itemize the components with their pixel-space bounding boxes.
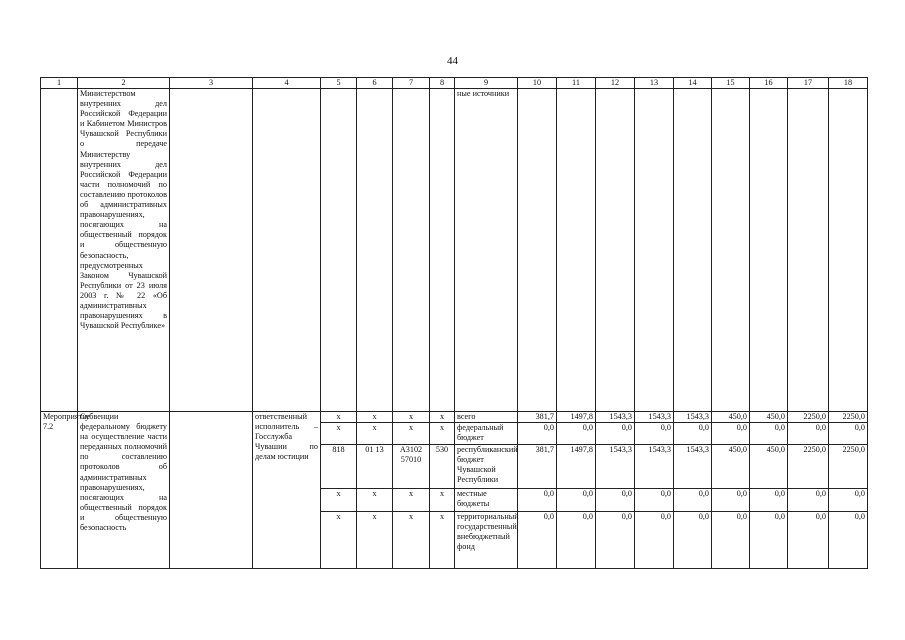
value-cell: 0,0 (829, 423, 868, 445)
code-cell: х (430, 412, 455, 423)
table-cell (674, 89, 712, 412)
value-cell: 381,7 (518, 445, 557, 489)
value-cell: 0,0 (750, 489, 788, 512)
code-cell: А3102 57010 (393, 445, 430, 489)
value-cell: 0,0 (674, 423, 712, 445)
value-cell: 1543,3 (674, 445, 712, 489)
value-cell: 0,0 (557, 423, 596, 445)
continuation-description: Министерством внутренних дел Российской Федерации и Кабинетом Министров Чувашской Республики о передаче Министерству внутренних дел Российской Федерации части полномочий по составлению протоколов об административных правонарушениях, посягающих на общественный порядок и общественную безопасность, предусмотренных Законом Чувашской Республики от 23 июля 2003 г. № 22 «Об административных правонарушениях в Чувашской Республике» (78, 89, 170, 412)
code-cell: х (393, 412, 430, 423)
value-cell: 0,0 (712, 489, 750, 512)
table-cell (596, 89, 635, 412)
value-cell: 0,0 (635, 512, 674, 569)
header-cell: 7 (393, 78, 430, 89)
value-cell: 1543,3 (635, 412, 674, 423)
value-cell: 450,0 (712, 445, 750, 489)
value-cell: 0,0 (557, 489, 596, 512)
source-cell: территориальный государственный внебюджетный фонд (455, 512, 518, 569)
header-cell: 10 (518, 78, 557, 89)
measure-label: Мероприятие 7.2 (41, 412, 78, 569)
value-cell: 0,0 (829, 512, 868, 569)
header-cell: 15 (712, 78, 750, 89)
value-cell: 0,0 (788, 423, 829, 445)
value-cell: 0,0 (518, 489, 557, 512)
value-cell: 0,0 (788, 512, 829, 569)
value-cell: 0,0 (788, 489, 829, 512)
value-cell: 0,0 (596, 489, 635, 512)
value-cell: 1543,3 (635, 445, 674, 489)
header-cell: 12 (596, 78, 635, 89)
continuation-source: ные источники (455, 89, 518, 412)
header-cell: 14 (674, 78, 712, 89)
table-cell (557, 89, 596, 412)
code-cell: х (357, 489, 393, 512)
code-cell: х (430, 423, 455, 445)
header-cell: 6 (357, 78, 393, 89)
header-cell: 1 (41, 78, 78, 89)
value-cell: 0,0 (712, 512, 750, 569)
table-cell (170, 89, 253, 412)
table-cell (41, 89, 78, 412)
table-cell (829, 89, 868, 412)
code-cell: 530 (430, 445, 455, 489)
header-cell: 3 (170, 78, 253, 89)
table-cell (253, 89, 321, 412)
header-cell: 11 (557, 78, 596, 89)
code-cell: х (393, 423, 430, 445)
source-cell: республиканский бюджет Чувашской Республики (455, 445, 518, 489)
source-cell: всего (455, 412, 518, 423)
value-cell: 0,0 (635, 423, 674, 445)
measure-executor: ответственный исполнитель – Госслужба Чувашии по делам юстиции (253, 412, 321, 569)
value-cell: 1497,8 (557, 412, 596, 423)
value-cell: 2250,0 (829, 445, 868, 489)
header-row (41, 78, 868, 89)
value-cell: 0,0 (829, 489, 868, 512)
budget-table (40, 77, 868, 569)
value-cell: 450,0 (750, 412, 788, 423)
header-cell: 13 (635, 78, 674, 89)
value-cell: 1497,8 (557, 445, 596, 489)
value-cell: 0,0 (557, 512, 596, 569)
continuation-row (41, 89, 868, 412)
header-cell: 18 (829, 78, 868, 89)
code-cell: х (430, 512, 455, 569)
code-cell: х (321, 512, 357, 569)
table-cell (518, 89, 557, 412)
source-cell: местные бюджеты (455, 489, 518, 512)
page-number: 44 (447, 55, 458, 67)
value-cell: 450,0 (750, 445, 788, 489)
table-row (41, 412, 868, 423)
code-cell: х (357, 423, 393, 445)
header-cell: 2 (78, 78, 170, 89)
value-cell: 0,0 (712, 423, 750, 445)
header-cell: 4 (253, 78, 321, 89)
header-cell: 9 (455, 78, 518, 89)
value-cell: 0,0 (750, 512, 788, 569)
value-cell: 2250,0 (788, 445, 829, 489)
header-cell: 17 (788, 78, 829, 89)
code-cell: 01 13 (357, 445, 393, 489)
code-cell: 818 (321, 445, 357, 489)
value-cell: 0,0 (518, 423, 557, 445)
code-cell: х (357, 412, 393, 423)
header-cell: 8 (430, 78, 455, 89)
value-cell: 0,0 (596, 423, 635, 445)
table-cell (357, 89, 393, 412)
value-cell: 0,0 (635, 489, 674, 512)
value-cell: 0,0 (674, 489, 712, 512)
code-cell: х (357, 512, 393, 569)
value-cell: 0,0 (518, 512, 557, 569)
table-cell (170, 412, 253, 569)
measure-description: Субвенции федеральному бюджету на осуществление части переданных полномочий по составлению протоколов об административных правонарушениях, посягающих на общественный порядок и общественную безопасность (78, 412, 170, 569)
code-cell: х (321, 423, 357, 445)
header-cell: 16 (750, 78, 788, 89)
code-cell: х (321, 489, 357, 512)
value-cell: 2250,0 (829, 412, 868, 423)
code-cell: х (393, 512, 430, 569)
value-cell: 450,0 (712, 412, 750, 423)
header-cell: 5 (321, 78, 357, 89)
table-cell (321, 89, 357, 412)
table-cell (712, 89, 750, 412)
value-cell: 0,0 (674, 512, 712, 569)
table-cell (788, 89, 829, 412)
table-cell (393, 89, 430, 412)
code-cell: х (430, 489, 455, 512)
code-cell: х (321, 412, 357, 423)
table-cell (750, 89, 788, 412)
table-cell (430, 89, 455, 412)
code-cell: х (393, 489, 430, 512)
value-cell: 1543,3 (674, 412, 712, 423)
value-cell: 0,0 (750, 423, 788, 445)
source-cell: федеральный бюджет (455, 423, 518, 445)
value-cell: 2250,0 (788, 412, 829, 423)
value-cell: 1543,3 (596, 445, 635, 489)
value-cell: 0,0 (596, 512, 635, 569)
value-cell: 1543,3 (596, 412, 635, 423)
table-cell (635, 89, 674, 412)
value-cell: 381,7 (518, 412, 557, 423)
